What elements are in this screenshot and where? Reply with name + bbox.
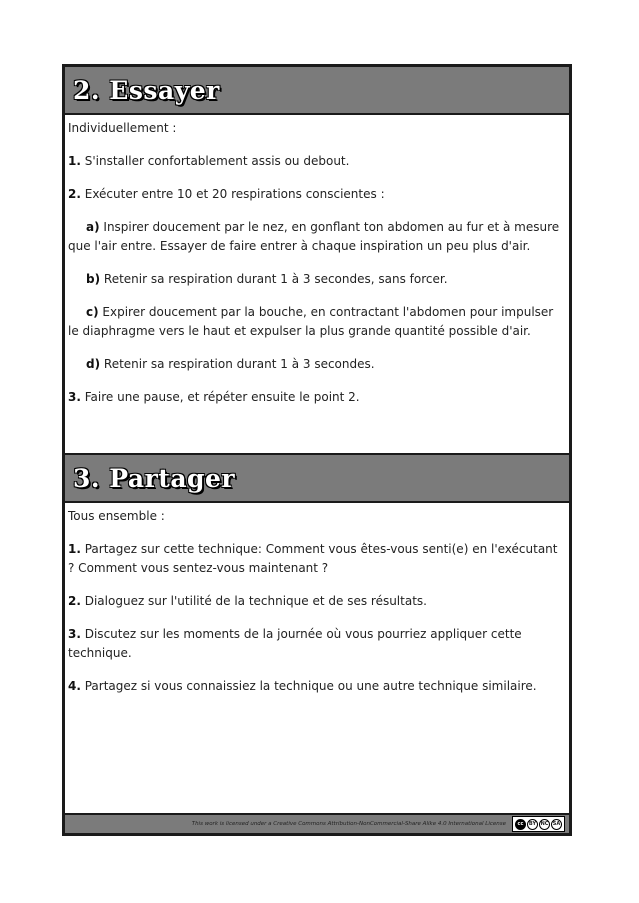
step-number: 3. — [68, 390, 81, 404]
item-number: 3. — [68, 627, 81, 641]
section-title: 2. Essayer — [73, 75, 220, 105]
section-body — [65, 115, 569, 453]
step-item — [68, 185, 566, 204]
item-text: Partagez si vous connaissiez la technique ou une autre technique similaire. — [80, 679, 537, 693]
substep-text: Retenir sa respiration durant 1 à 3 secondes. — [100, 357, 375, 371]
step-item — [68, 152, 566, 171]
step-text: Exécuter entre 10 et 20 respirations conscientes : — [80, 187, 385, 201]
card-frame — [62, 64, 572, 836]
license-text: This work is licensed under a Creative Commons Attribution-NonCommercial-Share Alike 4.0 International License — [191, 821, 506, 827]
cc-license-badge — [512, 816, 565, 832]
substep-item — [68, 355, 566, 374]
item-text: Partagez sur cette technique: Comment vous êtes-vous senti(e) en l'exécutant ? Comment vous sentez-vous maintenant ? — [68, 542, 558, 575]
substep-text: Inspirer doucement par le nez, en gonflant ton abdomen au fur et à mesure que l'air entre. Essayer de faire entrer à chaque inspiration un peu plus d'air. — [68, 220, 560, 253]
step-number: 2. — [68, 187, 81, 201]
intro-text: Individuellement : — [68, 121, 177, 135]
step-text: S'installer confortablement assis ou debout. — [80, 154, 350, 168]
substep-item — [68, 303, 566, 341]
list-item — [68, 592, 566, 611]
cc-icon: cc — [515, 819, 526, 830]
section-header — [65, 455, 569, 503]
item-text: Dialoguez sur l'utilité de la technique et de ses résultats. — [80, 594, 427, 608]
substep-text: Retenir sa respiration durant 1 à 3 secondes, sans forcer. — [100, 272, 448, 286]
list-item — [68, 677, 566, 696]
section-body — [65, 503, 569, 696]
substep-item — [68, 218, 566, 256]
substep-item — [68, 270, 566, 289]
item-number: 4. — [68, 679, 81, 693]
sa-icon: SA — [551, 819, 562, 830]
substep-text: Expirer doucement par la bouche, en contractant l'abdomen pour impulser le diaphragme vers le haut et expulser la plus grande quantité possible d'air. — [68, 305, 554, 338]
section-partager — [65, 455, 569, 696]
substep-label: b) — [86, 272, 101, 286]
list-item — [68, 540, 566, 578]
nc-icon: NC — [539, 819, 550, 830]
by-icon: BY — [527, 819, 538, 830]
intro-text: Tous ensemble : — [68, 509, 165, 523]
step-item — [68, 388, 566, 407]
section-header — [65, 67, 569, 115]
step-number: 1. — [68, 154, 81, 168]
license-footer — [65, 813, 569, 833]
substep-label: a) — [86, 220, 100, 234]
section-essayer — [65, 67, 569, 453]
item-number: 1. — [68, 542, 81, 556]
item-number: 2. — [68, 594, 81, 608]
list-item — [68, 625, 566, 663]
substep-label: d) — [86, 357, 101, 371]
section-title: 3. Partager — [73, 463, 236, 493]
substep-label: c) — [86, 305, 99, 319]
item-text: Discutez sur les moments de la journée où vous pourriez appliquer cette technique. — [68, 627, 522, 660]
step-text: Faire une pause, et répéter ensuite le point 2. — [80, 390, 360, 404]
